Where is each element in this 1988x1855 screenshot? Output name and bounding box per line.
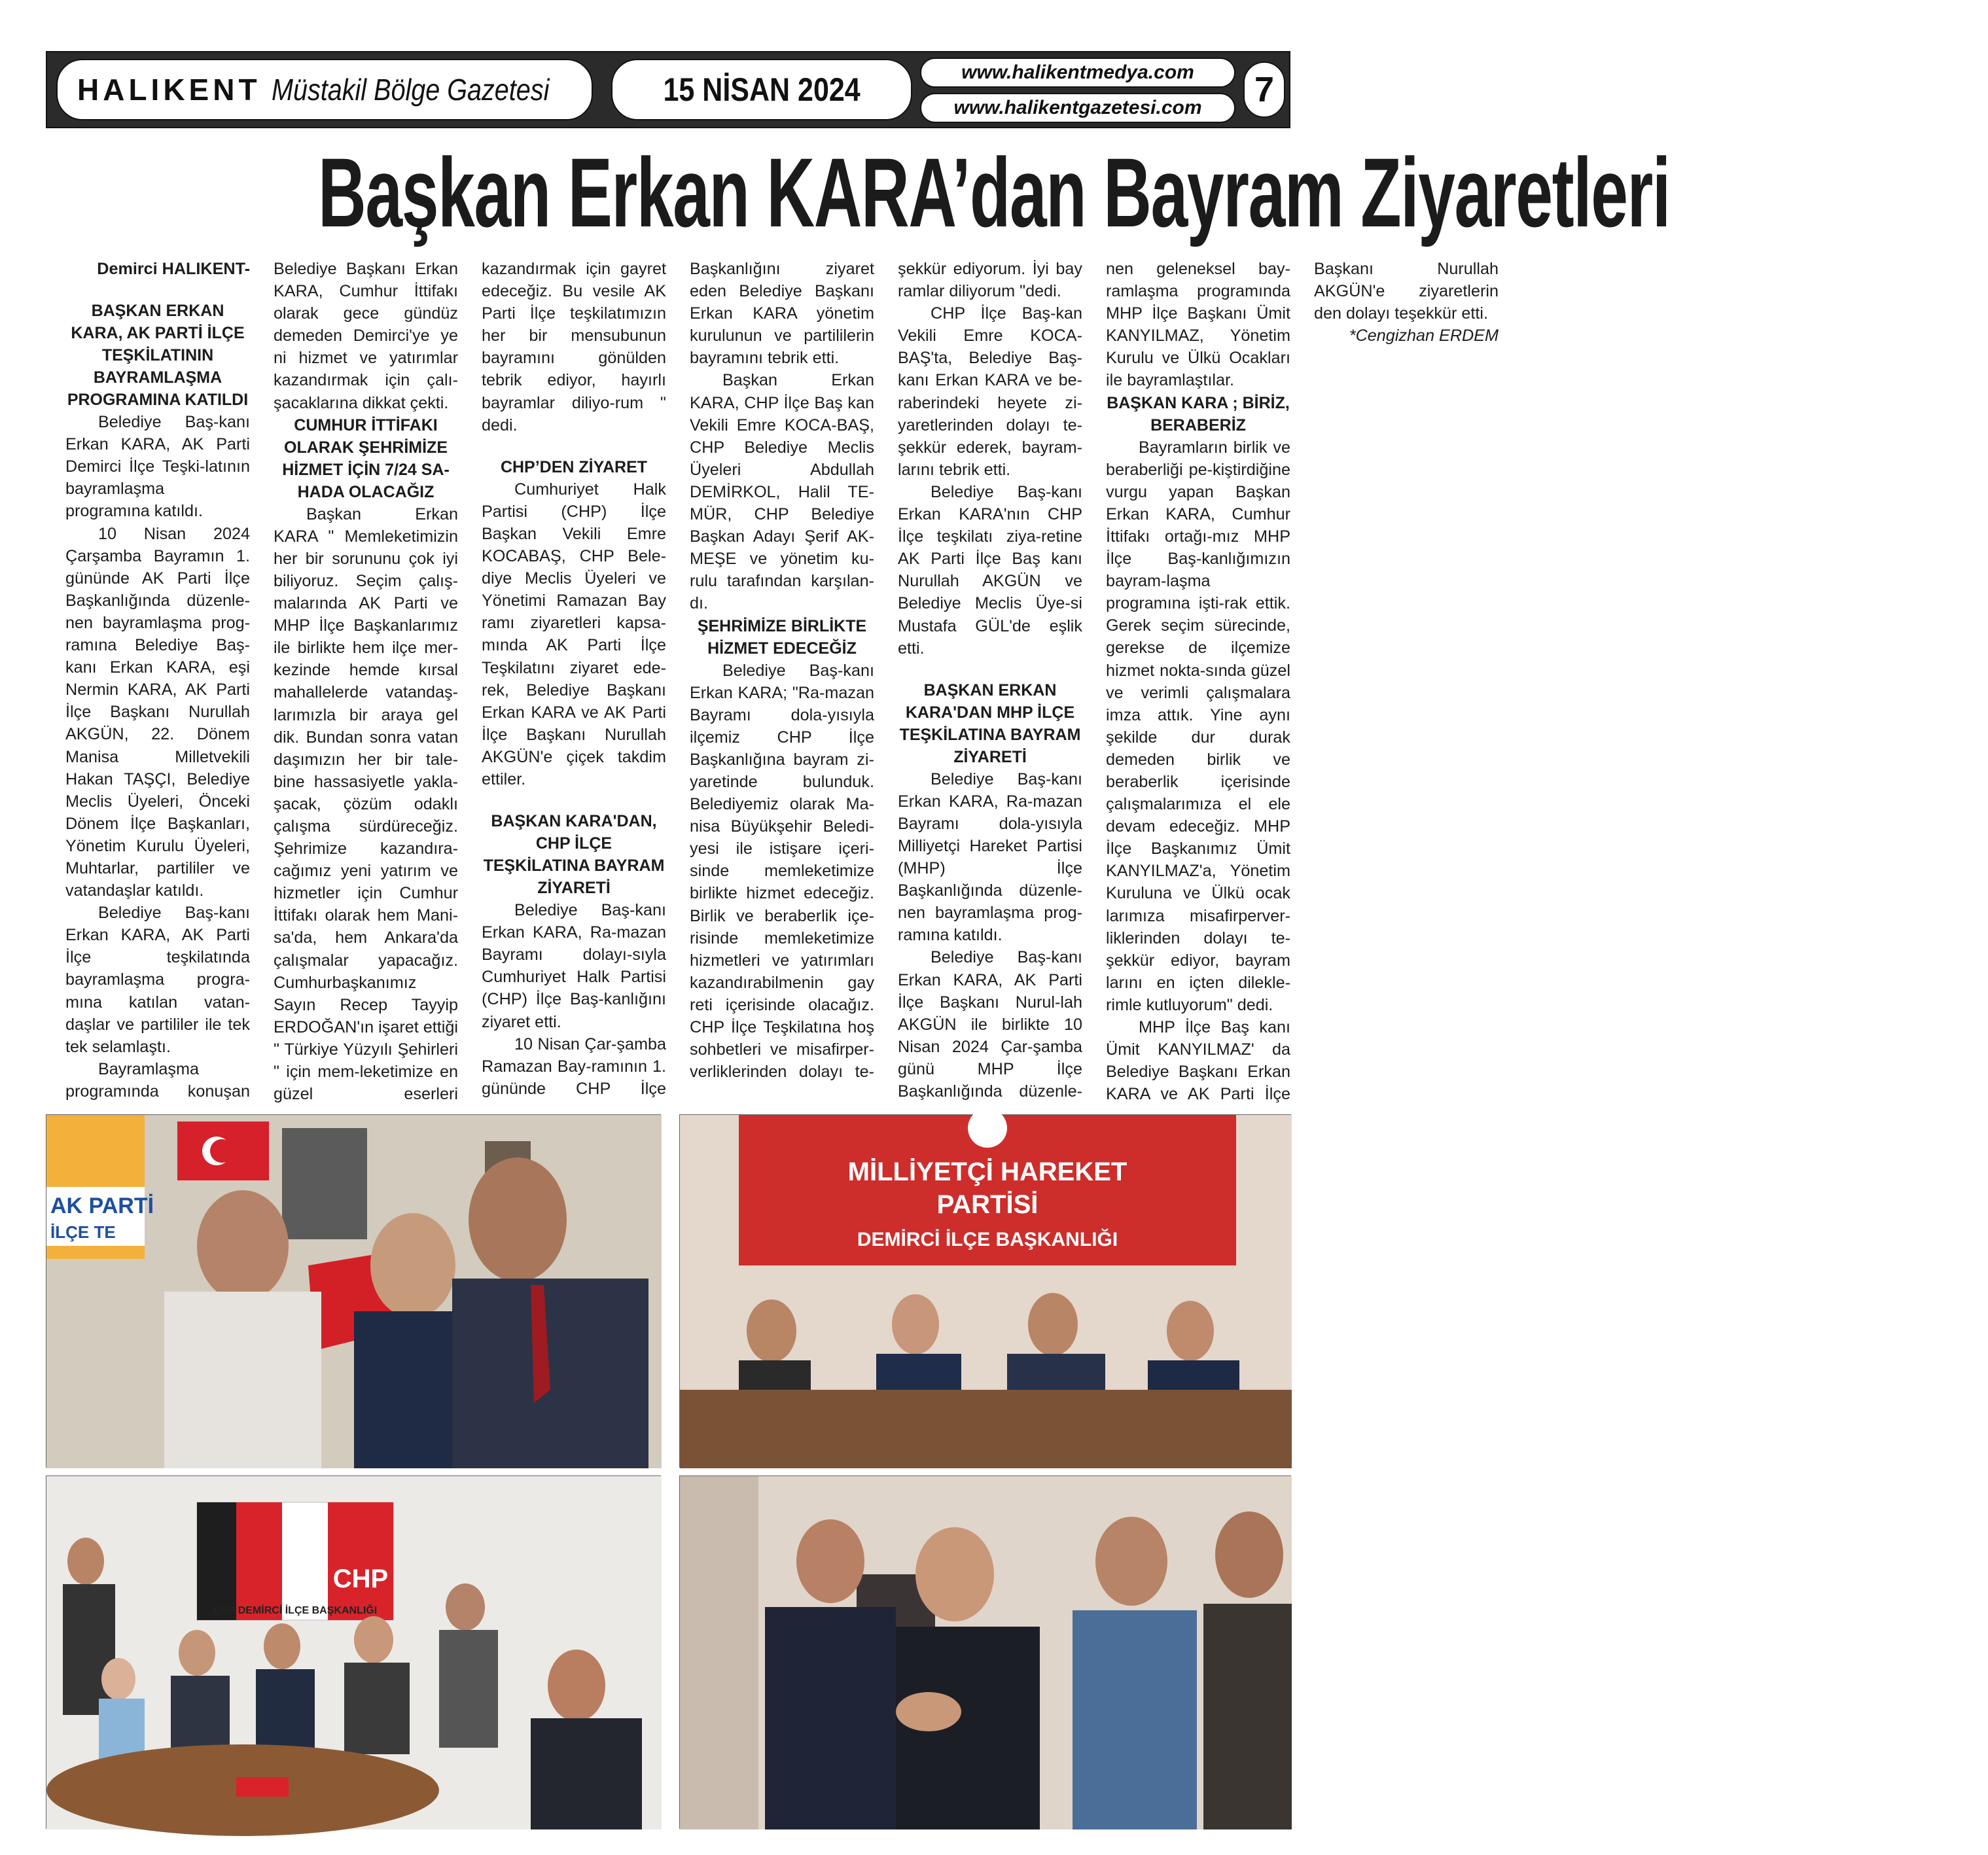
photo-handshake-scene [680,1476,1292,1829]
masthead [46,51,1290,128]
photo-mhp-visit [679,1114,1291,1468]
photo-mhp-scene [680,1115,1292,1468]
spacer [482,790,666,810]
subheading-birlikte-hizmet: ŞEHRİMİZE BİRLİKTE HİZMET EDECEĞİZ [697,616,867,658]
subheading-chp-teskilat: BAŞKAN KARA'DAN, CHP İLÇE TEŞKİLATINA BAYRAM ZİYARETİ [483,812,665,898]
headline [0,137,1670,247]
paragraph: Cumhuriyet Halk Partisi (CHP) İlçe Başkan Vekili Emre KOCABAŞ, CHP Bele-diye Meclis Üyeleri ve Yönetimi Ramazan Bay ramı ziyaretleri kapsa-mında AK Parti İlçe Teşkilatını ziyaret ede-rek, Belediye Başkanı Erkan KARA ve AK Parti İlçe Başkanı Nurullah AKGÜN'e çiçek takdim ettiler. [482,480,666,788]
paragraph: CHP İlçe Baş-kan Vekili Emre KOCA-BAŞ'ta, Belediye Baş-kanı Erkan KARA ve be-raberindeki heyete zi-yaretlerinden dolayı te-şekkür ederek, bayram-larını tebrik etti. [898,304,1082,479]
article-body [65,258,1499,1108]
subheading-biriz-beraberiz: BAŞKAN KARA ; BİRİZ, BERABERİZ [1107,393,1290,434]
headline-text: Başkan Erkan KARA’dan Bayram Ziyaretleri [318,137,1670,247]
paragraph: Belediye Baş-kanı Erkan KARA'nın CHP İlçe teşkilatı ziya-retine AK Parti İlçe Baş kanı Nurullah AKGÜN ve Belediye Meclis Üye-si Mustafa GÜL'de eşlik etti. [898,482,1082,658]
subheading-mhp-ziyaret: BAŞKAN ERKAN KARA'DAN MHP İLÇE TEŞKİLATINA BAYRAM ZİYARETİ [899,680,1081,766]
paragraph: Başkan Erkan KARA " Memleketimizin her bir sorununu çok iyi biliyoruz. Seçim çalış-malarında AK Parti ve MHP İlçe Başkanlarımız ile birlikte hem ilçe mer-kezinde hemde kırsal mahallelerde vatandaş-larımızla bir araya gel dik. Bundan sonra vatan daşımızın her bir tale-bine hassasiyetle yakla-şacak, çözüm odaklı çalışma sürdüreceğiz. Şehrimize kazandıra-cağımız yeni yatırım ve hizmetler için Cumhur İttifakı olarak hem Mani-sa'da, hem Ankara'da çalışmalar yapacağız. Cumhurbaşkanımız Sayın Recep Tayyip ERDOĞAN'ın işaret ettiği " Türkiye Yüzyılı Şehirleri " için mem-leketimize en güzel eserleri kazandırmak için gayret edeceğiz. Bu vesile AK Parti İlçe teşkilatımızın her bir mensubunun bayramını gönülden tebrik ediyor, hayırlı bayramlar diliyo-rum " dedi. [274,260,666,1104]
paragraph: 10 Nisan Çar-şamba Ramazan Bay-ramının 1. gününde CHP İlçe Başkanlığını ziyaret eden Belediye Başkanı Erkan KARA yönetim kurulunun ve partililerin bayramını tebrik etti. [482,260,874,1098]
paragraph: Bayramların birlik ve beraberliği pe-kiştirdiğine vurgu yapan Başkan Erkan KARA, Cumhur İttifakı ortağı-mız MHP İlçe Baş-kanlığımızın bayram-laşma programına işti-rak ettik. Gerek seçim sürecinde, gerekse de ilçemize hizmet nokta-sında güzel ve verimli çalışmalara imza attık. Yine aynı şekilde dur durak demeden birlik ve beraberlik içerisinde çalışmalarımıza el ele devam edeceğiz. MHP İlçe Başkanımız Ümit KANYILMAZ'a, Yönetim Kuruluna ve Ülkü ocak larımıza misafirperver-liklerinden dolayı te-şekkür ediyor, bayram larını en içten dilekle-rimle kutluyorum" dedi. [1106,438,1290,1014]
ak-parti-sign-1: AK PARTİ [50,1193,154,1218]
page-number-block [1243,62,1285,118]
paragraph: Belediye Baş-kanı Erkan KARA; "Ra-mazan Bayramı dola-yısıyla ilçemiz CHP İlçe Başkanlığına bayram zi-yaretinde bulunduk. Belediyemiz olarak Ma-nisa Büyükşehir Beledi-yesi ile istişare içeri-sinde memleketimize birlikte hizmet edeceğiz. Birlik ve beraberlik içe-risinde memleketimize hizmetleri ve yatırımları kazandırabilmenin gay reti içerisinde olacağız. CHP İlçe Teşkilatına hoş sohbetleri ve misafirper-verliklerinden dolayı te-şekkür ediyorum. İyi bay ramlar diliyorum "dedi. [690,260,1082,1082]
ak-parti-sign-2: İLÇE TE [50,1222,116,1242]
website-text-1: www.halikentmedya.com [961,62,1194,83]
issue-date-block [611,59,912,120]
website-link-2[interactable] [920,93,1235,123]
subheading-ak-parti: BAŞKAN ERKAN KARA, AK PARTİ İLÇE TEŞKİLATININ BAYRAMLAŞMA PROGRAMINA KATILDI [67,302,249,410]
subheading-chp-ziyaret: CHP’DEN ZİYARET [500,457,648,476]
page-number: 7 [1254,70,1275,109]
photo-mhp-handshake [679,1475,1291,1829]
paragraph: Bayramlaşma programında konuşan Belediye Başkanı Erkan KARA, Cumhur İttifakı olarak gece gündüz demeden Demirci'ye ye ni hizmet ve yatırımlar kazandırmak için çalı-şacaklarına dikkat çekti. [65,260,458,1101]
photo-ak-parti-greeting [46,1114,661,1468]
spacer [482,436,666,456]
paragraph: Belediye Baş-kanı Erkan KARA, Ra-mazan Bayramı dolayı-sıyla Cumhuriyet Halk Partisi (CHP) İlçe Baş-kanlığını ziyaret etti. [482,901,666,1031]
mhp-banner-line1: MİLLİYETÇİ HAREKET [847,1157,1127,1186]
brand-name: HALIKENT [77,73,261,107]
paragraph: Belediye Baş-kanı Erkan KARA, Ra-mazan Bayramı dola-yısıyla Milliyetçi Hareket Partisi (MHP) İlçe Başkanlığında düzenle-nen bayramlaşma prog-ramına katıldı. [898,769,1082,945]
spacer [898,660,1082,679]
brand-subtitle: Müstakil Bölge Gazetesi [271,73,549,107]
paragraph: Belediye Baş-kanı Erkan KARA, AK Parti Demirci İlçe Teşki-latının bayramlaşma programına katıldı. [65,413,250,521]
photo-chp-scene [46,1476,662,1829]
subheading-cumhur-ittifaki: CUMHUR İTTİFAKI OLARAK ŞEHRİMİZE HİZMET İÇİN 7/24 SA-HADA OLACAĞIZ [282,415,450,501]
brand-block [56,59,593,120]
photo-ak-parti-scene [46,1115,662,1468]
spacer [65,280,250,300]
paragraph: Belediye Baş-kanı Erkan KARA, AK Parti İlçe teşkilatında bayramlaşma progra-mına katılan vatan-daşlar ve partililer ile tek tek selamlaştı. [65,904,250,1056]
issue-date: 15 NİSAN 2024 [663,71,861,108]
paragraph: MHP İlçe Baş kanı Ümit KANYILMAZ' da Belediye Başkanı Erkan KARA ve AK Parti İlçe Başkanı Nurullah AKGÜN'e ziyaretlerin den dolayı teşekkür etti. [1106,260,1499,1104]
paragraph: 10 Nisan 2024 Çarşamba Bayramın 1. gününde AK Parti İlçe Başkanlığında düzenle-nen bayramlaşma prog-ramına Belediye Baş-kanı Erkan KARA, eşi Nermin KARA, AK Parti İlçe Başkanı Nurullah AKGÜN, 22. Dönem Manisa Milletvekili Hakan TAŞÇI, Belediye Meclis Üyeleri, Önceki Dönem İlçe Başkanları, Yönetim Kurulu Üyeleri, Muhtarlar, partililer ve vatandaşlar katıldı. [65,524,250,900]
byline: *Cengizhan ERDEM [1349,327,1499,345]
paragraph: Başkan Erkan KARA, CHP İlçe Baş kan Vekili Emre KOCA-BAŞ, CHP Belediye Meclis Üyeleri Abdullah DEMİRKOL, Halil TE-MÜR, CHP Belediye Başkan Adayı Şerif AK-MEŞE ve yönetim ku-rulu tarafından karşılan-dı. [690,371,874,613]
chp-banner-text: CHP DEMİRCİ İLÇE BAŞKANLIĞI [213,1605,378,1616]
mhp-banner-line3: DEMİRCİ İLÇE BAŞKANLIĞI [857,1229,1118,1250]
chp-logo-text: CHP [332,1564,389,1593]
dateline: Demirci HALIKENT- [97,260,250,278]
mhp-banner-line2: PARTİSİ [936,1190,1038,1219]
photo-chp-visit [46,1475,661,1829]
paragraph: Belediye Baş-kanı Erkan KARA, AK Parti İlçe Başkanı Nurul-lah AKGÜN ile birlikte 10 Nisan 2024 Çar-şamba günü MHP İlçe Başkanlığında düzenle-nen geleneksel bay-ramlaşma programında MHP İlçe Başkanı Ümit KANYILMAZ, Yönetim Kurulu ve Ülkü Ocakları ile bayramlaştılar. [898,260,1290,1101]
website-link-1[interactable] [920,58,1235,88]
website-text-2: www.halikentgazetesi.com [953,97,1202,118]
